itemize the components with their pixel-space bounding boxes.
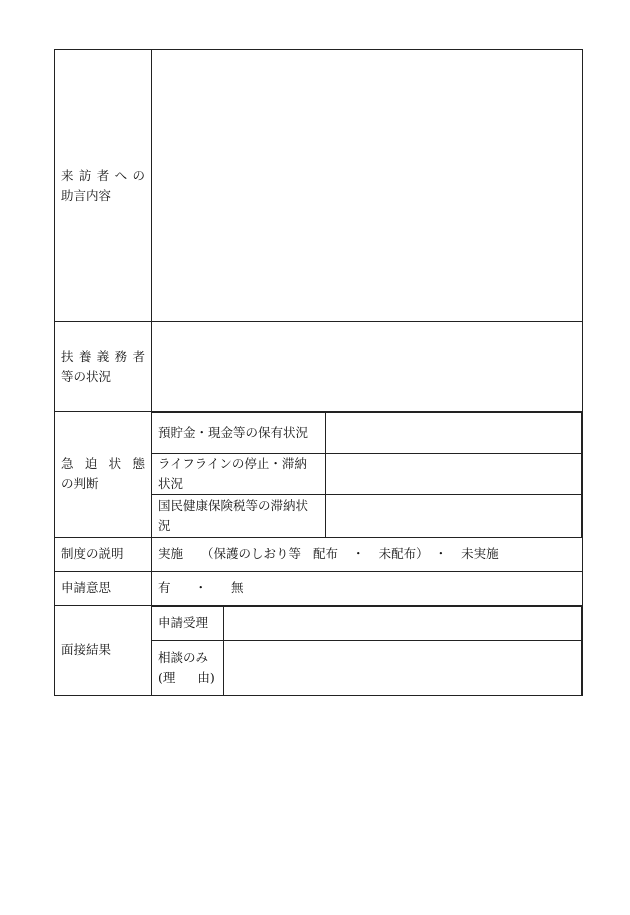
option-distributed[interactable]: 配布: [313, 546, 339, 561]
urgency-item: [152, 413, 582, 454]
intent-label: 申請意思: [55, 571, 152, 605]
advice-label-line1: 来訪者への: [61, 167, 145, 183]
support-label: [55, 322, 152, 412]
result-accepted-field[interactable]: [223, 606, 582, 640]
support-content-field[interactable]: [152, 322, 583, 412]
consult-label-line2: [158, 668, 217, 688]
option-not-distributed[interactable]: 未配布）: [378, 546, 429, 561]
urgency-item-label: 預貯金・現金等の保有状況: [152, 413, 325, 454]
support-label-line1: 扶養義務者: [61, 348, 145, 364]
result-accepted-label: 申請受理: [152, 606, 223, 640]
urgency-label-line1: 急迫状態: [61, 456, 145, 472]
result-consult-row: [152, 640, 582, 695]
distribution-note: （保護のしおり等: [201, 546, 302, 561]
advice-label-line2: 助言内容: [61, 187, 112, 203]
urgency-item-label: ライフラインの停止・滞納状況: [152, 454, 325, 495]
advice-content-field[interactable]: [152, 50, 583, 322]
row-advice: [55, 50, 583, 322]
urgency-item-field[interactable]: [325, 413, 582, 454]
intent-options: [152, 571, 583, 605]
row-support: [55, 322, 583, 412]
urgency-item-field[interactable]: [325, 454, 582, 495]
urgency-item: [152, 454, 582, 495]
urgency-item-field[interactable]: [325, 495, 582, 537]
consult-label-line1: 相談のみ: [158, 649, 209, 665]
urgency-label: [55, 412, 152, 538]
result-label: 面接結果: [55, 605, 152, 696]
row-intent: [55, 571, 583, 605]
urgency-items: [152, 412, 583, 538]
explanation-options: [152, 537, 583, 571]
urgency-item-label: 国民健康保険税等の滞納状況: [152, 495, 325, 537]
separator-dot: ・: [434, 546, 448, 561]
result-consult-reason-field[interactable]: [223, 640, 582, 695]
advice-label: [55, 50, 152, 322]
urgency-item: [152, 495, 582, 537]
reason-close: 由): [197, 669, 215, 685]
result-consult-label: [152, 640, 223, 695]
explanation-label: 制度の説明: [55, 537, 152, 571]
row-explanation: [55, 537, 583, 571]
urgency-label-line2: の判断: [61, 476, 99, 492]
separator-dot: ・: [352, 546, 365, 561]
option-no[interactable]: 無: [231, 580, 244, 595]
separator-dot: ・: [194, 580, 208, 595]
option-done[interactable]: 実施: [158, 546, 184, 561]
interview-record-table: [54, 49, 583, 696]
support-label-line2: 等の状況: [61, 368, 112, 384]
option-yes[interactable]: 有: [158, 580, 171, 595]
row-urgency: [55, 412, 583, 538]
option-not-done[interactable]: 未実施: [461, 546, 499, 561]
reason-open: (理: [158, 669, 176, 685]
result-items: [152, 605, 583, 696]
row-result: [55, 605, 583, 696]
result-accepted-row: [152, 606, 582, 640]
